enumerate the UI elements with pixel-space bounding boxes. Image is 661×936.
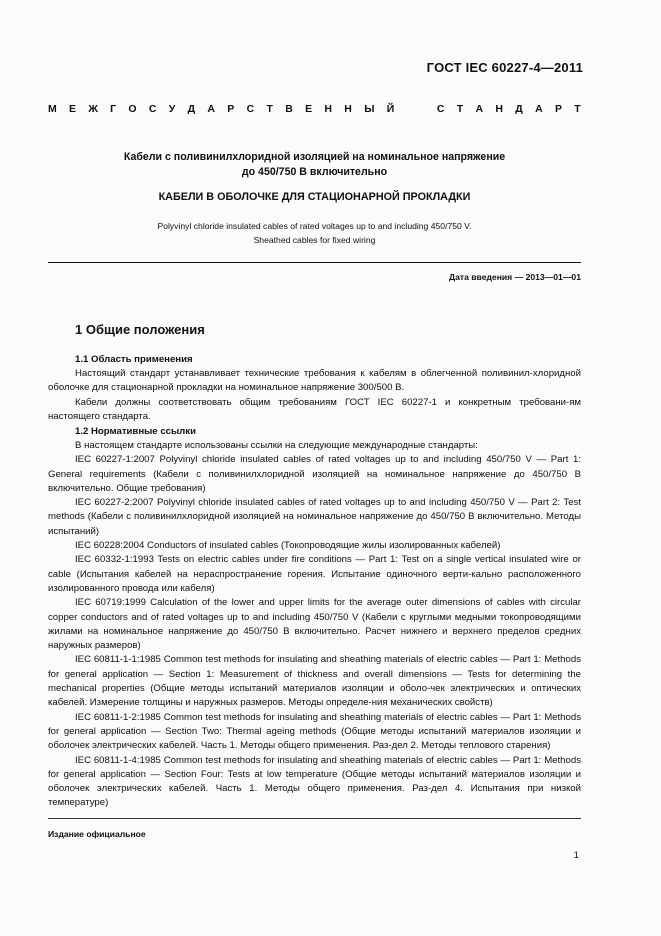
banner-letter: Е: [305, 103, 313, 115]
section-1-1-heading: 1.1 Область применения: [75, 354, 193, 365]
banner-letter: А: [475, 103, 484, 115]
reference-iec-60227-1: IEC 60227-1:2007 Polyvinyl chloride insulated cables of rated voltages up to and including 450/750 V — Part 1: General requirements (Кабели с поливинилхлоридной изоляцией на номинальное напряжение до 450/750 В включительно. Общие требования): [48, 454, 581, 494]
banner-letter: Н: [324, 103, 332, 115]
banner-letter: Н: [344, 103, 352, 115]
title-russian: [48, 150, 581, 180]
title-divider: [48, 262, 581, 263]
banner-letter: Д: [187, 103, 196, 115]
banner-letter: Д: [515, 103, 523, 115]
banner-letter: Т: [266, 103, 273, 115]
banner-letter: Т: [574, 103, 581, 115]
banner-letter: Р: [227, 103, 235, 115]
reference-iec-60811-1-1: IEC 60811-1-1:1985 Common test methods for insulating and sheathing materials of electric cables — Part 1: Methods for general application — Section 1: Measurement of thickness and overall dimensions — Tests for determining the mechanical properties (Общие методы испытаний материалов изоляции и оболо-чек электрических и оптических кабелей. Измерение толщины и наружных размеров. Методы определе-ния механических свойств): [48, 654, 581, 709]
paragraph: Кабели должны соответствовать общим требованиям ГОСТ IEC 60227-1 и конкретным требовани-ям настоящего стандарта.: [48, 396, 581, 422]
reference-iec-60811-1-2: IEC 60811-1-2:1985 Common test methods for insulating and sheathing materials of electric cables — Part 1: Methods for general application — Section Two: Thermal ageing methods (Общие методы испытаний материалов изоляции и оболочек электрических кабелей. Часть 1. Методы общего применения. Раз-дел 2. Методы теплового старения): [48, 711, 581, 752]
banner-letter: Г: [110, 103, 117, 115]
banner-letter: С: [246, 103, 255, 115]
title-english: [48, 219, 581, 247]
banner-letter: О: [128, 103, 137, 115]
standard-designation: ГОСТ IEC 60227-4—2011: [426, 60, 583, 75]
banner-letter: Ы: [364, 103, 375, 115]
reference-iec-60228: IEC 60228:2004 Conductors of insulated cables (Токопроводящие жилы изолированных кабелей): [75, 540, 501, 552]
banner-letter: Ж: [88, 103, 98, 115]
banner-word-gap: [407, 103, 425, 115]
title-russian-line1: Кабели с поливинилхлоридной изоляцией на номинальное напряжение: [123, 151, 506, 163]
banner-letter: С: [436, 103, 445, 115]
reference-iec-60227-2: IEC 60227-2:2007 Polyvinyl chloride insulated cables of rated voltages up to and including 450/750 V — Part 2: Test methods (Кабели с поливинилхлоридной изоляцией на номинальное напряжение до 450/750 В включительно. Методы испытаний): [48, 497, 581, 537]
footer-divider: [48, 818, 581, 819]
section-1-heading: 1 Общие положения: [75, 322, 205, 337]
banner-letter: С: [148, 103, 157, 115]
reference-iec-60811-1-4: IEC 60811-1-4:1985 Common test methods for insulating and sheathing materials of electric cables — Part 1: Methods for general application — Section Four: Tests at low temperature (Общие методы испытаний материалов изоляции и оболочек электрических кабелей. Часть 1. Методы общего применения. Раз-дел 4. Испытания при низкой температуре): [48, 754, 581, 809]
official-edition-note: Издание официальное: [48, 829, 146, 839]
page-number: 1: [573, 850, 579, 861]
paragraph: Настоящий стандарт устанавливает технические требования к кабелям в облегченной поливинил-хлоридной оболочке для стационарной прокладки на номинальное напряжение 300/500 В.: [48, 368, 581, 394]
title-main: КАБЕЛИ В ОБОЛОЧКЕ ДЛЯ СТАЦИОНАРНОЙ ПРОКЛАДКИ: [158, 191, 471, 203]
banner-letter: Н: [495, 103, 503, 115]
banner-letter: Е: [69, 103, 77, 115]
introduction-date: Дата введения — 2013—01—01: [448, 272, 581, 282]
banner-letter: У: [168, 103, 176, 115]
standard-banner: [48, 103, 581, 115]
title-english-line2: Sheathed cables for fixed wiring: [253, 235, 376, 245]
banner-letter: М: [48, 103, 57, 115]
paragraph: В настоящем стандарте использованы ссылки на следующие международные стандарты:: [75, 440, 478, 451]
reference-iec-60719: IEC 60719:1999 Calculation of the lower and upper limits for the average outer dimensions of cables with circular copper conductors and of rated voltages up to and including 450/750 V (Кабели с круглыми медными токопроводящими жилами на номинальное напряжение до 450/750 В включительно. Расчет нижнего и верхнего пределов средних наружных размеров): [48, 597, 581, 652]
section-1-1-body: [48, 367, 581, 424]
banner-letter: Т: [456, 103, 464, 115]
banner-letter: Й: [386, 103, 395, 115]
banner-letter: В: [285, 103, 293, 115]
banner-letter: А: [207, 103, 215, 115]
banner-letter: А: [535, 103, 543, 115]
title-english-line1: Polyvinyl chloride insulated cables of rated voltages up to and including 450/750 V.: [157, 221, 472, 231]
reference-iec-60332-1: IEC 60332-1:1993 Tests on electric cables under fire conditions — Part 1: Test on a single vertical insulated wire or cable (Испытания кабелей на нераспространение горения. Испытание одиночного верти-кально расположенного изолированного провода или кабеля): [48, 554, 581, 594]
banner-letter: Р: [554, 103, 562, 115]
section-1-2-heading: 1.2 Нормативные ссылки: [75, 426, 196, 437]
section-1-2-body: [48, 439, 581, 811]
title-russian-line2: до 450/750 В включительно: [241, 166, 388, 178]
